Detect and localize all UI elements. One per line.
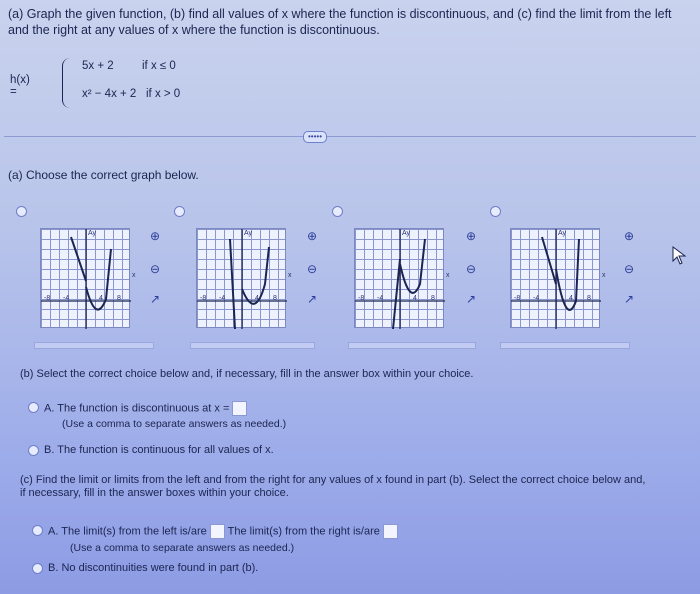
graph-3-tick: 8: [431, 295, 435, 302]
graph-1-tick: 4: [99, 295, 103, 302]
function-name: h(x) =: [10, 74, 30, 98]
piece1-expression: 5x + 2: [82, 60, 114, 72]
part-b-choice-a[interactable]: [44, 401, 247, 416]
piece2-condition: if x > 0: [146, 88, 181, 100]
graph-option-4: [510, 228, 600, 328]
part-c-choice-b[interactable]: [48, 562, 258, 574]
part-b-choice-a-radio[interactable]: [28, 402, 39, 413]
left-limit-label: The limit(s) from the left is/are: [61, 525, 207, 538]
graph-1-x-label: x: [132, 272, 136, 279]
part-b-choice-b[interactable]: [44, 444, 274, 456]
zoom-out-icon[interactable]: ⊖: [466, 262, 477, 276]
zoom-out-icon[interactable]: ⊖: [150, 262, 161, 276]
open-in-new-icon[interactable]: ↗: [466, 292, 477, 306]
choice-letter: B.: [44, 444, 55, 456]
part-c-choice-b-radio[interactable]: [32, 563, 43, 574]
graph-2-y-label: Ay: [244, 230, 253, 237]
choice-text: No discontinuities were found in part (b).: [61, 562, 259, 574]
part-b-prompt: (b) Select the correct choice below and, if necessary, fill in the answer box within your choice.: [20, 368, 474, 380]
graph-3-tick: 4: [413, 295, 417, 302]
choice-letter: A.: [48, 525, 59, 538]
graph-3-x-label: x: [446, 272, 450, 279]
choice-text: The function is discontinuous at x =: [57, 402, 230, 415]
right-limit-answer-box[interactable]: [383, 524, 398, 539]
graph-option-1: [40, 228, 130, 328]
part-b-choice-b-radio[interactable]: [28, 445, 39, 456]
graph-3-scrollbar[interactable]: [348, 342, 476, 349]
part-c-choice-a[interactable]: [48, 524, 398, 539]
graph-option-4-radio[interactable]: [490, 206, 501, 217]
open-in-new-icon[interactable]: ↗: [624, 292, 635, 306]
left-limit-answer-box[interactable]: [210, 524, 225, 539]
graph-2-scrollbar[interactable]: [190, 342, 315, 349]
graph-2-tick: -4: [219, 295, 226, 302]
question-text: (a) Graph the given function, (b) find all values of x where the function is discontinuous, and (c) find the limit from the left and the right at any values of x where the function is discontinuous.: [8, 7, 672, 37]
choice-letter: B.: [48, 562, 59, 574]
expand-more-button[interactable]: •••••: [303, 131, 327, 143]
zoom-in-icon[interactable]: ⊕: [150, 229, 161, 243]
graph-3-plot: [355, 229, 445, 329]
graph-4-plot: [511, 229, 601, 329]
choice-text: The function is continuous for all values of x.: [57, 444, 274, 456]
graph-1-scrollbar[interactable]: [34, 342, 154, 349]
zoom-in-icon[interactable]: ⊕: [624, 229, 635, 243]
choice-letter: A.: [44, 402, 55, 415]
section-divider: [4, 136, 696, 137]
graph-1-tick: 8: [117, 295, 121, 302]
graph-1-plot: [41, 229, 131, 329]
graph-option-2: [196, 228, 286, 328]
graph-4-tick: -8: [514, 295, 521, 302]
right-limit-label: The limit(s) from the right is/are: [227, 525, 380, 538]
mouse-cursor-icon: [672, 246, 688, 266]
zoom-out-icon[interactable]: ⊖: [307, 262, 318, 276]
graph-4-tick: 4: [569, 295, 573, 302]
part-c-choice-a-note: (Use a comma to separate answers as needed.): [70, 542, 295, 554]
graph-1-tick: -8: [44, 295, 51, 302]
graph-2-tick: 4: [255, 295, 259, 302]
part-c-choice-a-radio[interactable]: [32, 525, 43, 536]
graph-2-tick: 8: [273, 295, 277, 302]
zoom-in-icon[interactable]: ⊕: [466, 229, 477, 243]
graph-4-y-label: Ay: [558, 230, 567, 237]
graph-option-3-radio[interactable]: [332, 206, 343, 217]
graph-4-tick: 8: [587, 295, 591, 302]
graph-2-plot: [197, 229, 287, 329]
open-in-new-icon[interactable]: ↗: [307, 292, 318, 306]
graph-option-2-radio[interactable]: [174, 206, 185, 217]
graph-4-tick: -4: [533, 295, 540, 302]
piece2-expression: x² − 4x + 2: [82, 88, 137, 100]
piece1-condition: if x ≤ 0: [142, 60, 176, 72]
part-c-prompt: (c) Find the limit or limits from the left and from the right for any values of x found in part (b). Select the correct choice below and, if necessary, fill in the answer boxes within your choice.: [20, 474, 646, 499]
graph-2-x-label: x: [288, 272, 292, 279]
zoom-out-icon[interactable]: ⊖: [624, 262, 635, 276]
graph-1-y-label: Ay: [88, 230, 97, 237]
zoom-in-icon[interactable]: ⊕: [307, 229, 318, 243]
graph-4-x-label: x: [602, 272, 606, 279]
brace: [62, 58, 71, 108]
graph-1-tick: -4: [63, 295, 70, 302]
graph-4-scrollbar[interactable]: [500, 342, 630, 349]
graph-3-tick: -8: [358, 295, 365, 302]
part-a-prompt: (a) Choose the correct graph below.: [8, 168, 199, 182]
open-in-new-icon[interactable]: ↗: [150, 292, 161, 306]
graph-option-1-radio[interactable]: [16, 206, 27, 217]
graph-3-y-label: Ay: [402, 230, 411, 237]
graph-3-tick: -4: [377, 295, 384, 302]
part-b-choice-a-note: (Use a comma to separate answers as needed.): [62, 418, 287, 430]
graph-option-3: [354, 228, 444, 328]
graph-2-tick: -8: [200, 295, 207, 302]
discontinuity-answer-box[interactable]: [232, 401, 247, 416]
